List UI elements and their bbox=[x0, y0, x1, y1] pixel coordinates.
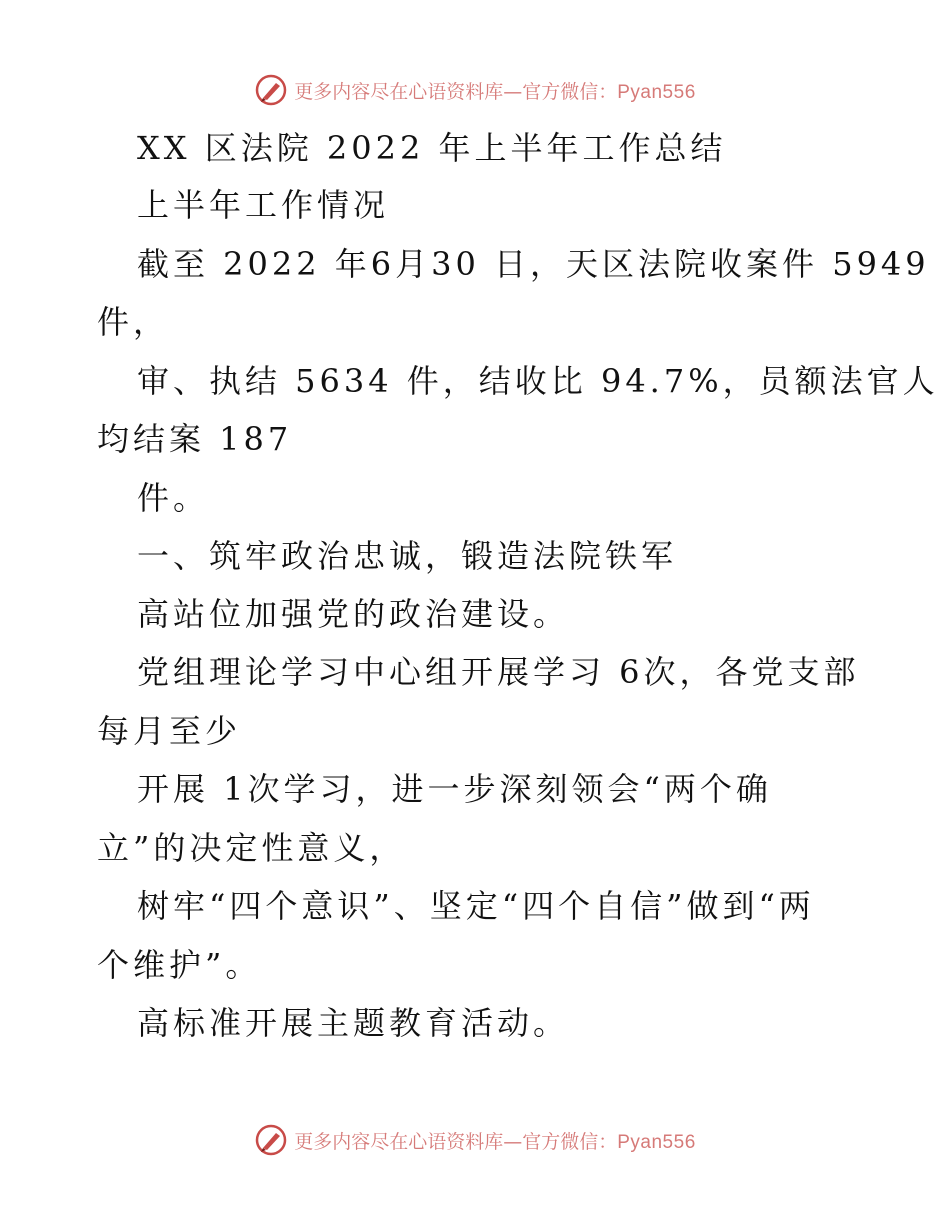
paragraph-line: 审、执结 5634 件，结收比 94.7%，员额法官人 bbox=[137, 362, 939, 400]
watermark-text: 更多内容尽在心语资料库—官方微信：Pyan556 bbox=[294, 80, 696, 103]
paragraph-line: 树牢“四个意识”、坚定“四个自信”做到“两 bbox=[137, 887, 815, 925]
paragraph-line: 件。 bbox=[137, 479, 210, 517]
paragraph-line: 高站位加强党的政治建设。 bbox=[137, 595, 570, 633]
paragraph-line: 件， bbox=[97, 303, 170, 341]
paragraph-line: 每月至少 bbox=[97, 712, 242, 750]
watermark-text: 更多内容尽在心语资料库—官方微信：Pyan556 bbox=[294, 1130, 696, 1153]
paragraph-line: 立”的决定性意义， bbox=[97, 829, 406, 867]
paragraph-line: 党组理论学习中心组开展学习 6次，各党支部 bbox=[137, 653, 860, 691]
paragraph-line: 截至 2022 年6月30 日，天区法院收案件 5949 bbox=[137, 245, 930, 283]
footer-watermark bbox=[0, 1120, 950, 1160]
paragraph-line: 均结案 187 bbox=[97, 420, 293, 458]
paragraph-line: 个维护”。 bbox=[97, 946, 262, 984]
document-title: XX 区法院 2022 年上半年工作总结 bbox=[137, 129, 727, 167]
pen-logo-icon bbox=[254, 1123, 288, 1157]
paragraph-line: 高标准开展主题教育活动。 bbox=[137, 1004, 570, 1042]
section-heading: 上半年工作情况 bbox=[137, 186, 390, 224]
paragraph-line: 开展 1次学习，进一步深刻领会“两个确 bbox=[137, 770, 772, 808]
section-heading: 一、筑牢政治忠诚，锻造法院铁军 bbox=[137, 537, 678, 575]
